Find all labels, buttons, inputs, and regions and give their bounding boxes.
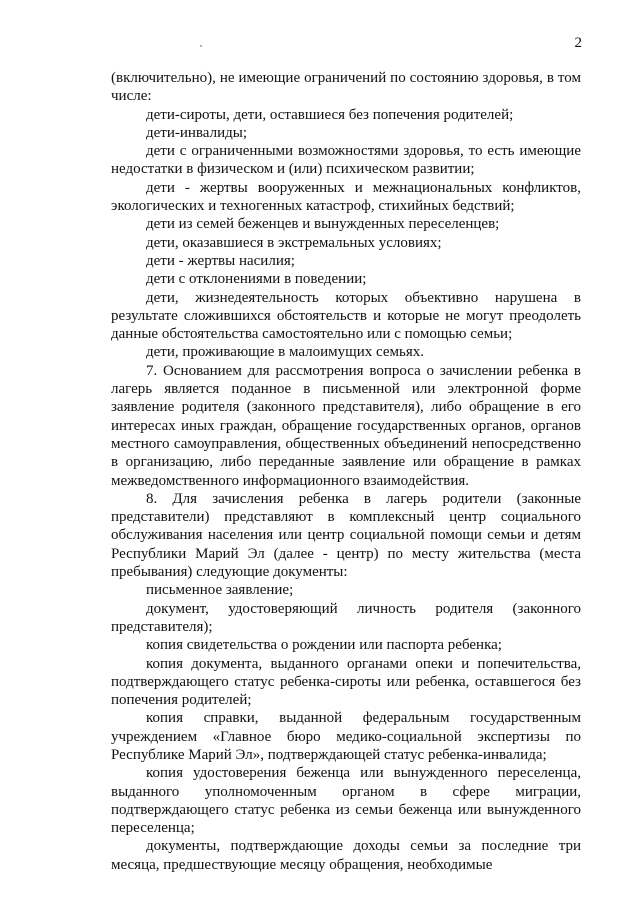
paragraph: документ, удостоверяющий личность родителя (законного представителя); — [111, 600, 581, 635]
paragraph: дети, проживающие в малоимущих семьях. — [146, 344, 424, 361]
paragraph: дети - жертвы вооруженных и межнациональных конфликтов, экологических и техногенных катастроф, стихийных бедствий; — [111, 179, 581, 215]
page-number: 2 — [574, 35, 582, 51]
document-body — [111, 69, 581, 874]
paragraph: копия документа, выданного органами опеки и попечительства, подтверждающего статус ребенка-сироты или ребенка, оставшегося без попечения родителей; — [111, 655, 581, 709]
paragraph: дети-инвалиды; — [146, 124, 247, 141]
paragraph: документы, подтверждающие доходы семьи за последние три месяца, предшествующие месяцу обращения, необходимые — [111, 838, 581, 873]
paragraph: копия справки, выданной федеральным государственным учреждением «Главное бюро медико-социальной экспертизы по Республике Марий Эл», подтверждающей статус ребенка-инвалида; — [111, 710, 581, 763]
paragraph: дети с отклонениями в поведении; — [146, 271, 367, 288]
paragraph: дети, оказавшиеся в экстремальных условиях; — [146, 234, 442, 251]
paragraph: дети с ограниченными возможностями здоровья, то есть имеющие недостатки в физическом и (или) психическом развитии; — [111, 143, 581, 178]
scan-speck — [200, 45, 202, 47]
paragraph: (включительно), не имеющие ограничений по состоянию здоровья, в том числе: — [111, 70, 581, 105]
paragraph: письменное заявление; — [146, 582, 294, 599]
paragraph: дети - жертвы насилия; — [146, 252, 295, 269]
paragraph: 7. Основанием для рассмотрения вопроса о зачислении ребенка в лагерь является поданное в письменной или электронной форме заявление родителя (законного представителя), либо обращение в его интересах иных граждан, обращение государственных органов, органов местного самоуправления, общественных объединений непосредственно в организацию, либо переданные заявление или обращение в рамках межведомственного информационного взаимодействия. — [111, 362, 581, 489]
paragraph: дети из семей беженцев и вынужденных переселенцев; — [146, 216, 500, 233]
paragraph: копия свидетельства о рождении или паспорта ребенка; — [146, 637, 502, 654]
paragraph: дети-сироты, дети, оставшиеся без попечения родителей; — [146, 106, 514, 123]
paragraph: 8. Для зачисления ребенка в лагерь родители (законные представители) представляют в комплексный центр социального обслуживания населения или центр социальной помощи семьи и детям Республики Марий Эл (далее - центр) по месту жительства (места пребывания) следующие документы: — [111, 490, 581, 581]
paragraph: дети, жизнедеятельность которых объективно нарушена в результате сложившихся обстоятельств и которые не могут преодолеть данные обстоятельства самостоятельно или с помощью семьи; — [111, 289, 581, 343]
paragraph: копия удостоверения беженца или вынужденного переселенца, выданного уполномоченным органом в сфере миграции, подтверждающего статус ребенка из семьи беженца или вынужденного переселенца; — [111, 765, 581, 837]
